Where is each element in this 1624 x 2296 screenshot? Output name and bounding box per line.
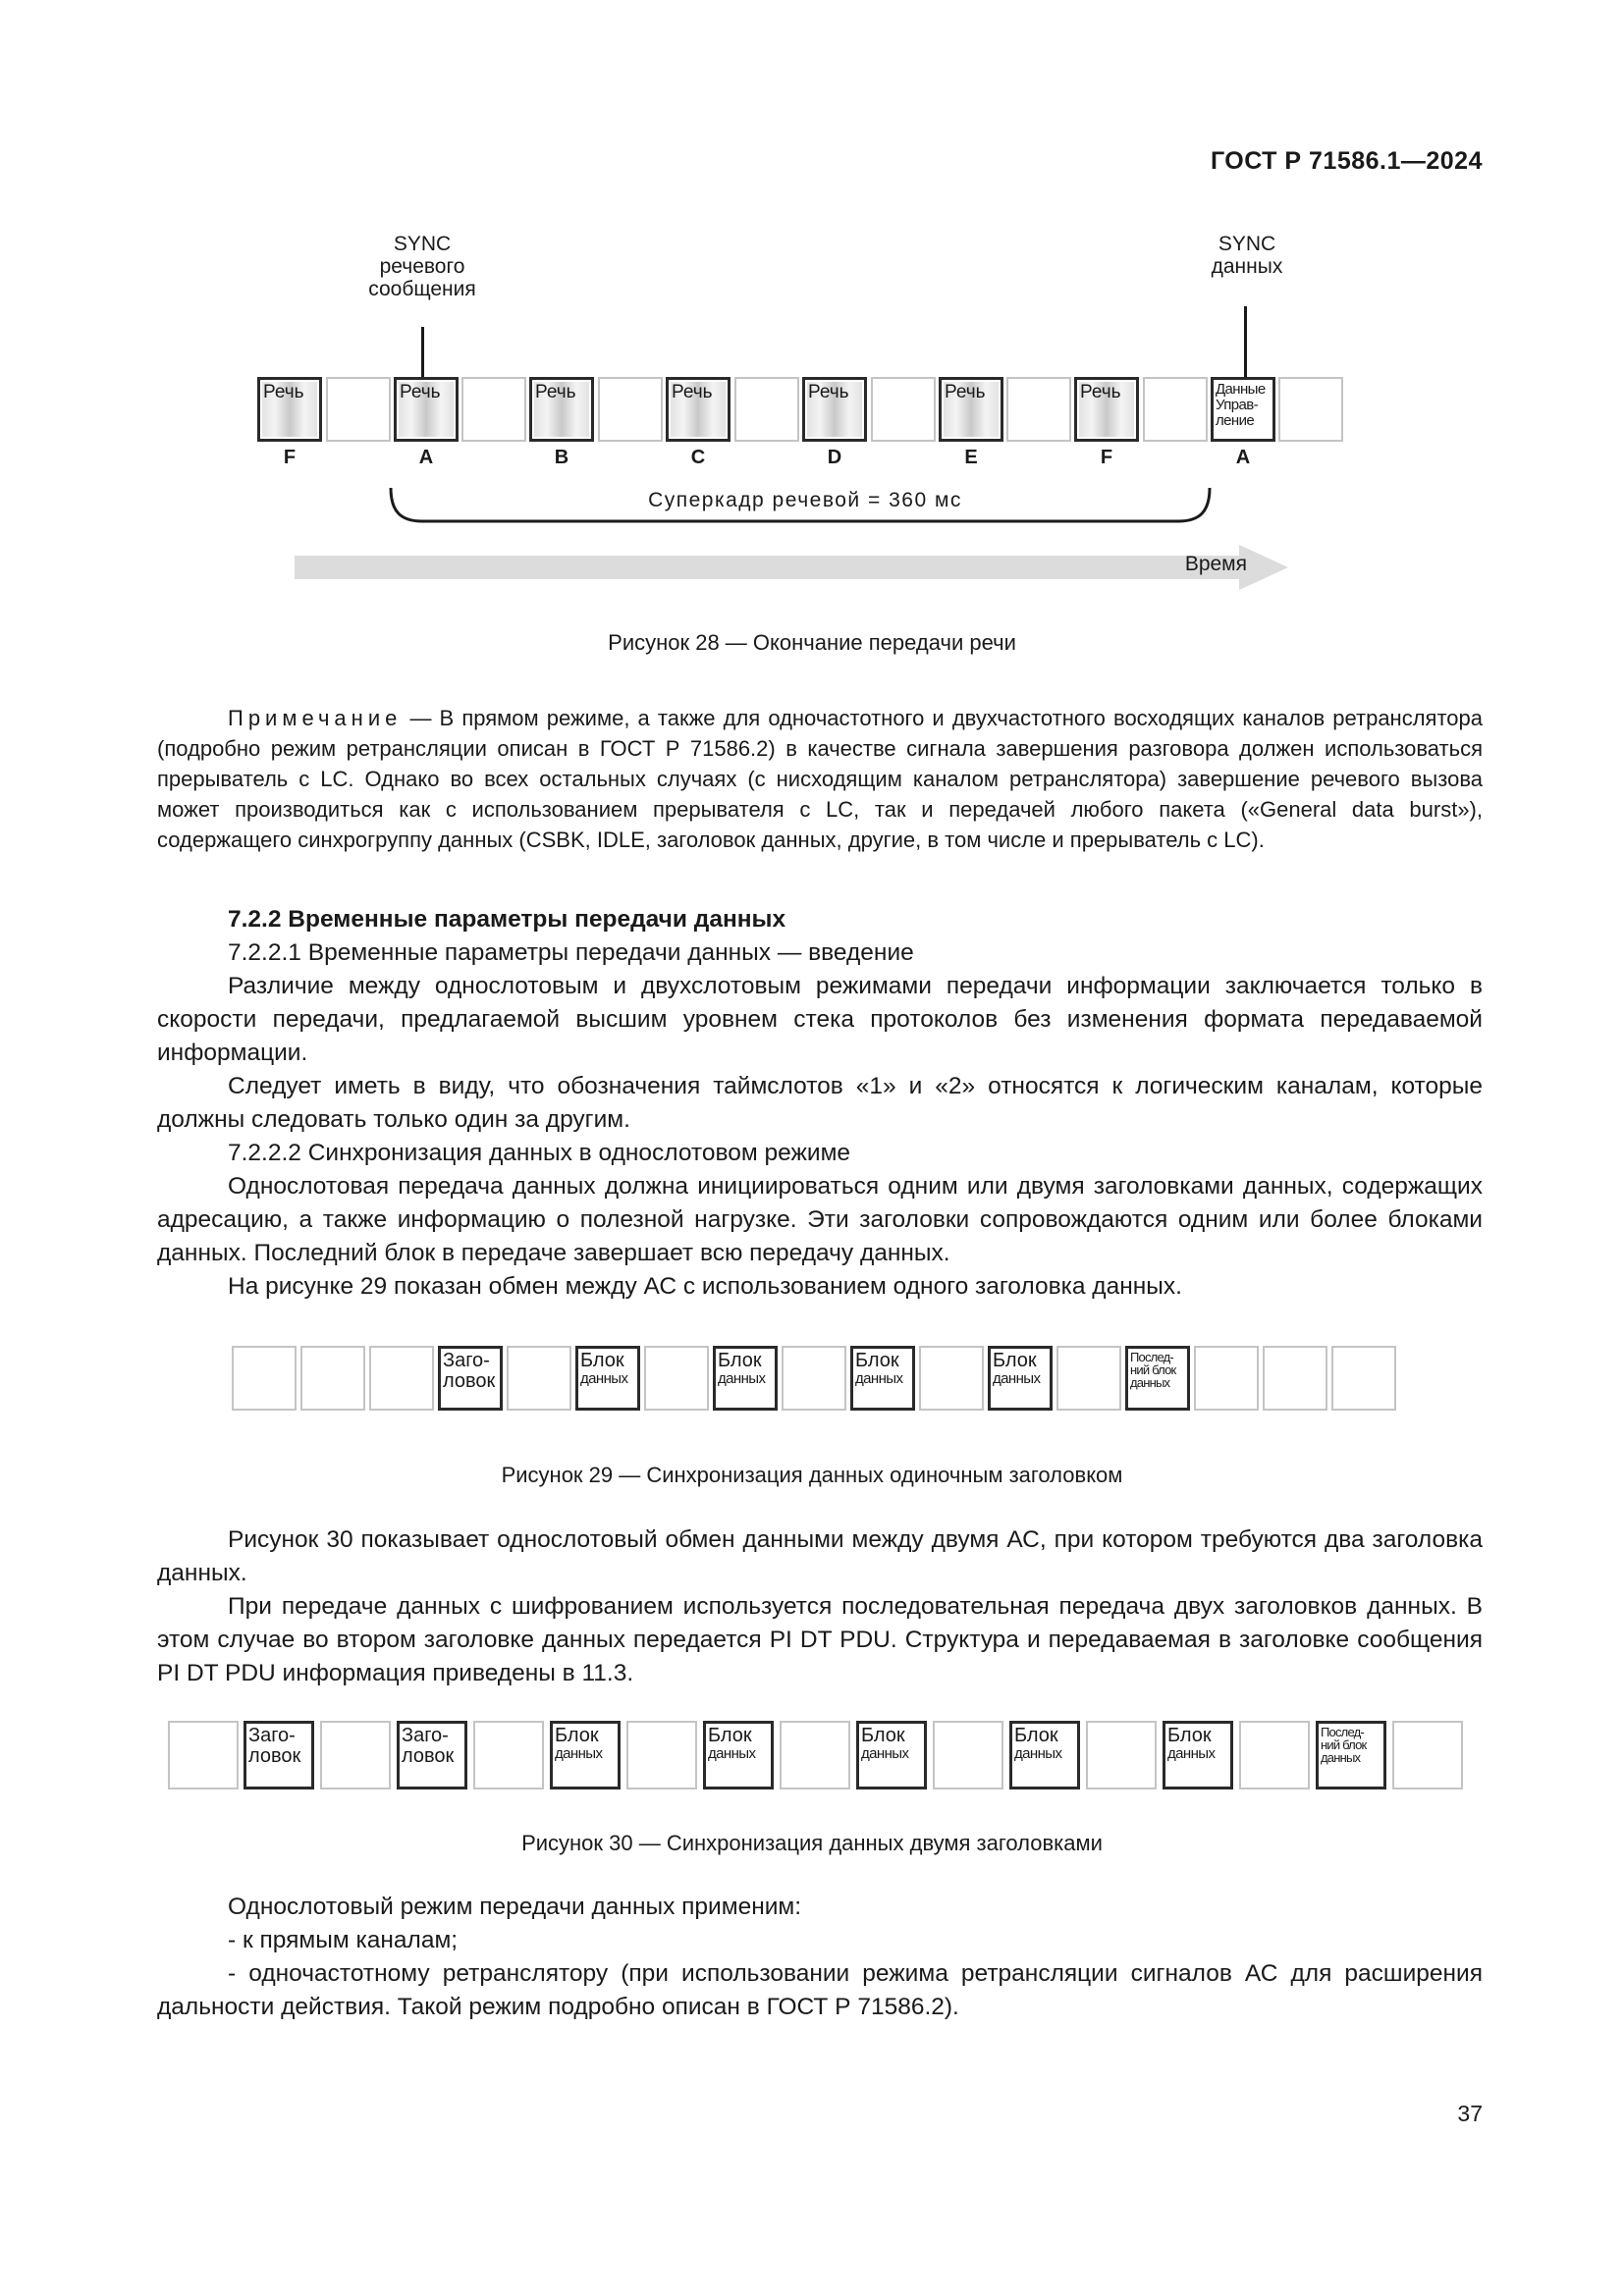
data-block: Блок данных	[575, 1346, 640, 1411]
voice-burst-b: Речь	[529, 377, 594, 442]
empty-slot	[369, 1346, 434, 1411]
data-header-block: Заго- ловок	[244, 1721, 314, 1789]
data-block: Блок данных	[550, 1721, 621, 1789]
frame-letter: A	[1235, 447, 1251, 468]
empty-slot	[1331, 1346, 1396, 1411]
note-paragraph: Примечание — В прямом режиме, а также для одночастотного и двухчастотного восходящих каналов ретранслятора (подробно режим ретрансляции описан в ГОСТ Р 71586.2) в качестве сигнала завершения разговора должен использоваться прерыватель с LC. Однако во всех остальных случаях (с нисходящим каналом ретранслятора) завершение речевого вызова может производиться как с использованием прерывателя с LC, так и передачей любого пакета («General data burst»), содержащего синхрогруппу данных (CSBK, IDLE, заголовок данных, другие, в том числе и прерыватель с LC).	[157, 706, 1483, 852]
frame-letter: D	[827, 447, 842, 468]
time-label: Время	[1184, 553, 1247, 575]
paragraph: Различие между однослотовым и двухслотовым режимами передачи информации заключается только в скорости передачи, предлагаемой высшим уровнем стека протоколов без изменения формата передаваемой информации.	[157, 973, 1483, 1066]
empty-slot	[780, 1721, 850, 1789]
empty-slot	[1239, 1721, 1310, 1789]
empty-slot	[626, 1721, 697, 1789]
empty-slot	[1392, 1721, 1463, 1789]
empty-slot	[168, 1721, 239, 1789]
superframe-label: Суперкадр речевой = 360 мс	[648, 489, 962, 511]
voice-burst-d: Речь	[802, 377, 867, 442]
empty-slot	[1056, 1346, 1121, 1411]
data-block: Блок данных	[1163, 1721, 1233, 1789]
sync-voice-label: SYNC речевого сообщения	[368, 233, 476, 300]
empty-slot	[1194, 1346, 1259, 1411]
paragraph: На рисунке 29 показан обмен между АС с использованием одного заголовка данных.	[228, 1273, 1182, 1300]
frame-letter: F	[283, 447, 297, 468]
page-number: 37	[1457, 2101, 1483, 2126]
empty-slot	[1278, 377, 1343, 442]
note-label: Примечание	[228, 706, 403, 730]
empty-slot	[473, 1721, 544, 1789]
empty-slot	[1143, 377, 1208, 442]
empty-slot	[933, 1721, 1003, 1789]
figure-29-caption: Рисунок 29 — Синхронизация данных одиночным заголовком	[501, 1463, 1123, 1487]
sync-data-label: SYNC данных	[1211, 233, 1283, 278]
data-header-block: Заго- ловок	[438, 1346, 503, 1411]
empty-slot	[1086, 1721, 1157, 1789]
empty-slot	[734, 377, 799, 442]
last-data-block: Послед- ний блок данных	[1125, 1346, 1190, 1411]
empty-slot	[598, 377, 663, 442]
subsection-7222: 7.2.2.2 Синхронизация данных в однослотовом режиме	[228, 1140, 851, 1166]
empty-slot	[919, 1346, 984, 1411]
frame-letter: C	[690, 447, 706, 468]
data-block: Блок данных	[988, 1346, 1053, 1411]
data-block: Блок данных	[856, 1721, 927, 1789]
data-control-burst: Данные Управ- ление	[1211, 377, 1275, 442]
voice-burst-e: Речь	[939, 377, 1003, 442]
list-item: - одночастотному ретранслятору (при использовании режима ретрансляции сигналов АС для расширения дальности действия. Такой режим подробно описан в ГОСТ Р 71586.2).	[157, 1960, 1483, 2020]
empty-slot	[1006, 377, 1071, 442]
figure-28-caption: Рисунок 28 — Окончание передачи речи	[608, 630, 1016, 655]
data-block: Блок данных	[703, 1721, 774, 1789]
empty-slot	[1263, 1346, 1327, 1411]
subsection-7221: 7.2.2.1 Временные параметры передачи данных — введение	[228, 939, 914, 966]
voice-burst-f2: Речь	[1074, 377, 1139, 442]
voice-burst-a: Речь	[394, 377, 459, 442]
frame-letter: F	[1100, 447, 1113, 468]
empty-slot	[232, 1346, 297, 1411]
voice-burst-f: Речь	[257, 377, 322, 442]
paragraph: Следует иметь в виду, что обозначения таймслотов «1» и «2» относятся к логическим каналам, которые должны следовать только один за другим.	[157, 1073, 1483, 1133]
frame-letter: E	[964, 447, 978, 468]
figure-30-caption: Рисунок 30 — Синхронизация данных двумя заголовками	[521, 1831, 1103, 1855]
paragraph: При передаче данных с шифрованием используется последовательная передача двух заголовков данных. В этом случае во втором заголовке данных передается PI DT PDU. Структура и передаваемая в заголовке сообщения PI DT PDU информация приведены в 11.3.	[157, 1593, 1483, 1686]
empty-slot	[782, 1346, 846, 1411]
frame-letter: A	[418, 447, 434, 468]
sync-voice-marker	[421, 327, 424, 378]
data-block: Блок данных	[713, 1346, 778, 1411]
empty-slot	[871, 377, 936, 442]
data-block: Блок данных	[1009, 1721, 1080, 1789]
paragraph: Рисунок 30 показывает однослотовый обмен данными между двумя АС, при котором требуются два заголовка данных.	[157, 1526, 1483, 1586]
last-data-block: Послед- ний блок данных	[1316, 1721, 1386, 1789]
list-item: - к прямым каналам;	[228, 1927, 459, 1953]
data-block: Блок данных	[850, 1346, 915, 1411]
empty-slot	[326, 377, 391, 442]
frame-letter: B	[554, 447, 569, 468]
empty-slot	[644, 1346, 709, 1411]
document-header: ГОСТ Р 71586.1—2024	[1210, 147, 1483, 175]
paragraph: Однослотовый режим передачи данных применим:	[228, 1894, 802, 1920]
empty-slot	[507, 1346, 571, 1411]
data-header-block: Заго- ловок	[397, 1721, 467, 1789]
empty-slot	[300, 1346, 365, 1411]
section-heading: 7.2.2 Временные параметры передачи данных	[228, 906, 786, 933]
paragraph: Однослотовая передача данных должна инициироваться одним или двумя заголовками данных, содержащих адресацию, а также информацию о полезной нагрузке. Эти заголовки сопровождаются одним или более блоками данных. Последний блок в передаче завершает всю передачу данных.	[157, 1173, 1483, 1266]
empty-slot	[461, 377, 526, 442]
voice-burst-c: Речь	[666, 377, 731, 442]
empty-slot	[320, 1721, 391, 1789]
